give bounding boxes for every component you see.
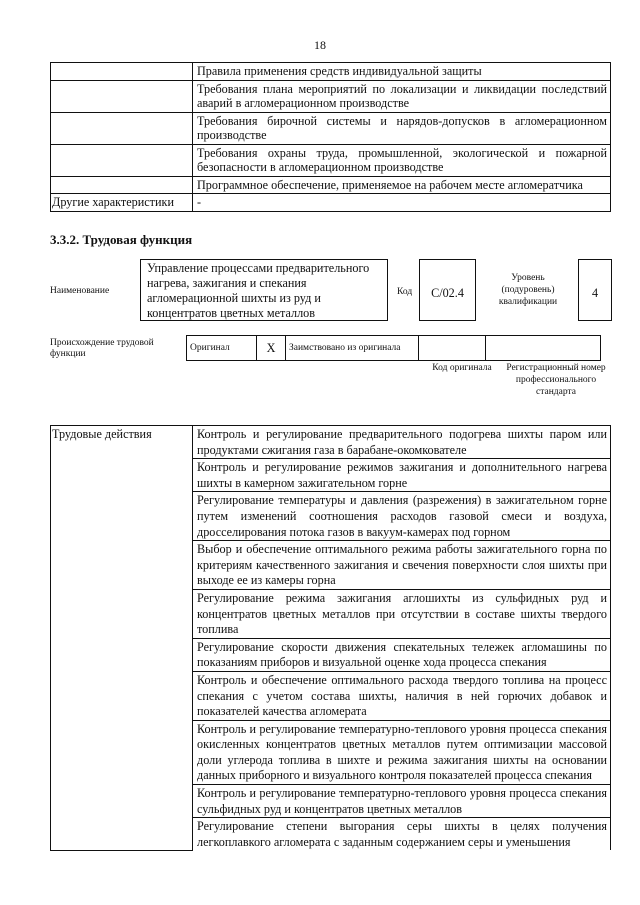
labor-action-item: Контроль и регулирование температурно-теплового уровня процесса спекания окисленных концентратов цветных металлов путем оптимизации массовой доли углерода топлива в шихте и режима зажигания шихты на основании данных приборного и визуального контроля показателей процесса спекания: [193, 720, 611, 784]
labor-action-item: Контроль и регулирование температурно-теплового уровня процесса спекания сульфидных руд и концентратов цветных металлов: [193, 785, 611, 818]
row-label-empty: [51, 176, 193, 194]
knowledge-item: Требования плана мероприятий по локализации и ликвидации последствий аварий в агломерационном производстве: [193, 80, 611, 112]
table-row: [187, 336, 601, 361]
labor-action-item: Контроль и регулирование предварительного подогрева шихты паром или продуктами сжигания газа в барабане-окомкователе: [193, 426, 611, 459]
row-label-empty: [51, 144, 193, 176]
other-characteristics-label: Другие характеристики: [51, 194, 193, 212]
labor-action-item: Контроль и обеспечение оптимального расхода твердого топлива на процесс спекания с учетом состава шихты, наличия в ней горючих добавок и показателей качества агломерата: [193, 671, 611, 720]
function-name-label: Наименование: [50, 286, 110, 296]
origin-borrowed: Заимствовано из оригинала: [286, 336, 419, 361]
table-row: [51, 426, 611, 459]
origin-original: Оригинал: [187, 336, 257, 361]
knowledge-item: Правила применения средств индивидуальной защиты: [193, 63, 611, 81]
origin-reg-caption: Регистрационный номер профессионального стандарта: [506, 363, 606, 397]
origin-mark: X: [257, 336, 286, 361]
origin-code-caption: Код оригинала: [432, 363, 492, 373]
table-row: [51, 144, 611, 176]
table-row: [51, 80, 611, 112]
labor-action-item: Контроль и регулирование режимов зажигания и дополнительного нагрева шихты в камерном зажигательном горне: [193, 459, 611, 492]
section-title: 3.3.2. Трудовая функция: [50, 232, 193, 247]
continuation-table: [50, 62, 611, 212]
table-row: [51, 63, 611, 81]
labor-action-item: Регулирование степени выгорания серы шихты в целях получения легкоплавкого агломерата с заданным содержанием серы и уменьшения: [193, 818, 611, 851]
labor-actions-table: [50, 425, 611, 851]
labor-action-item: Выбор и обеспечение оптимального режима работы зажигательного горна по критериям качественного зажигания и свечения поверхности слоя шихты при выходе ее из камеры горна: [193, 541, 611, 590]
row-label-empty: [51, 80, 193, 112]
table-row: [51, 112, 611, 144]
qualification-level-box: 4: [578, 259, 612, 321]
labor-action-item: Регулирование температуры и давления (разрежения) в зажигательном горне путем изменений соотношения расходов газовой смеси и воздуха, дросселирования потока газов в вакуум-камерах под горном: [193, 492, 611, 541]
labor-action-item: Регулирование режима зажигания аглошихты из сульфидных руд и концентратов цветных металлов при отсутствии в составе шихты твердого топлива: [193, 589, 611, 638]
knowledge-item: Требования бирочной системы и нарядов-допусков в агломерационном производстве: [193, 112, 611, 144]
knowledge-item: Требования охраны труда, промышленной, экологической и пожарной безопасности в агломерационном производстве: [193, 144, 611, 176]
origin-label: Происхождение трудовой функции: [50, 338, 154, 359]
qualification-level-label: Уровень (подуровень) квалификации: [498, 273, 558, 307]
labor-action-item: Регулирование скорости движения спекательных тележек агломашины по показаниям приборов и визуальной оценке хода процесса спекания: [193, 638, 611, 671]
function-code-box: C/02.4: [419, 259, 476, 321]
page-number: 18: [314, 38, 326, 52]
labor-actions-label: Трудовые действия: [51, 426, 193, 851]
row-label-empty: [51, 112, 193, 144]
origin-code-cell: [419, 336, 486, 361]
origin-reg-cell: [486, 336, 601, 361]
table-row: [51, 176, 611, 194]
row-label-empty: [51, 63, 193, 81]
origin-table: [186, 335, 601, 361]
function-name-box: Управление процессами предварительного нагрева, зажигания и спекания агломерационной шихты из руд и концентратов цветных металлов: [140, 259, 388, 321]
function-code-label: Код: [397, 287, 413, 297]
table-row: [51, 194, 611, 212]
knowledge-item: Программное обеспечение, применяемое на рабочем месте агломератчика: [193, 176, 611, 194]
other-characteristics-value: -: [193, 194, 611, 212]
